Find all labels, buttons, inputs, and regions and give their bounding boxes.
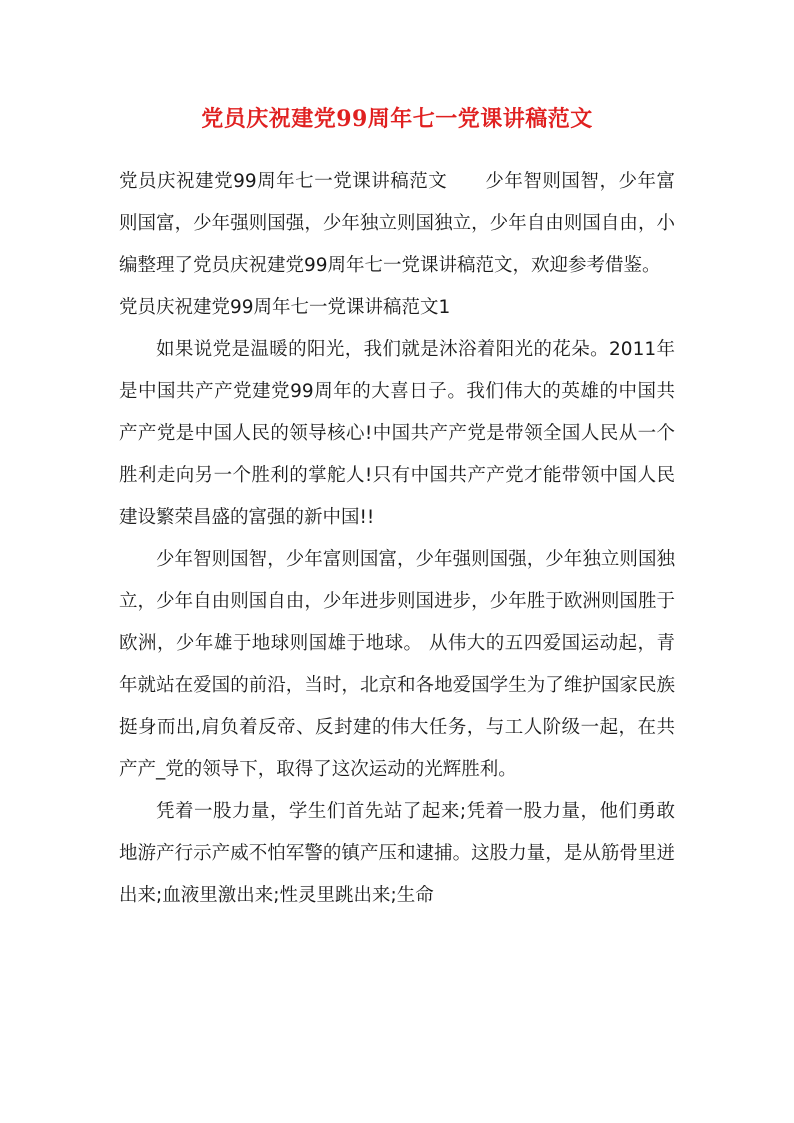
document-title: 党员庆祝建党99周年七一党课讲稿范文 bbox=[201, 106, 593, 132]
intro-paragraph: 党员庆祝建党99周年七一党课讲稿范文 少年智则国智，少年富则国富，少年强则国强，少年独立则国独立，少年自由则国自由，小编整理了党员庆祝建党99周年七一党课讲稿范文，欢迎参考借鉴。 bbox=[119, 171, 675, 276]
body-paragraph: 凭着一股力量，学生们首先站了起来;凭着一股力量，他们勇敢地游产行示产威不怕军警的镇产压和逮捕。这股力量，是从筋骨里迸出来;血液里激出来;性灵里跳出来;生命 bbox=[119, 801, 675, 906]
document-body bbox=[119, 161, 675, 917]
body-paragraph: 少年智则国智，少年富则国富，少年强则国强，少年独立则国独立，少年自由则国自由，少年进步则国进步，少年胜于欧洲则国胜于欧洲，少年雄于地球则国雄于地球。 从伟大的五四爱国运动起，青年就站在爱国的前沿，当时，北京和各地爱国学生为了维护国家民族挺身而出,肩负着反帝、反封建的伟大任务，与工人阶级一起，在共产产_党的领导下，取得了这次运动的光辉胜利。 bbox=[119, 549, 675, 780]
section-heading: 党员庆祝建党99周年七一党课讲稿范文1 bbox=[119, 297, 451, 318]
body-paragraph: 如果说党是温暖的阳光，我们就是沐浴着阳光的花朵。2011年是中国共产产党建党99周年的大喜日子。我们伟大的英雄的中国共产产党是中国人民的领导核心!中国共产产党是带领全国人民从一个胜利走向另一个胜利的掌舵人!只有中国共产产党才能带领中国人民建设繁荣昌盛的富强的新中国!! bbox=[119, 339, 675, 528]
